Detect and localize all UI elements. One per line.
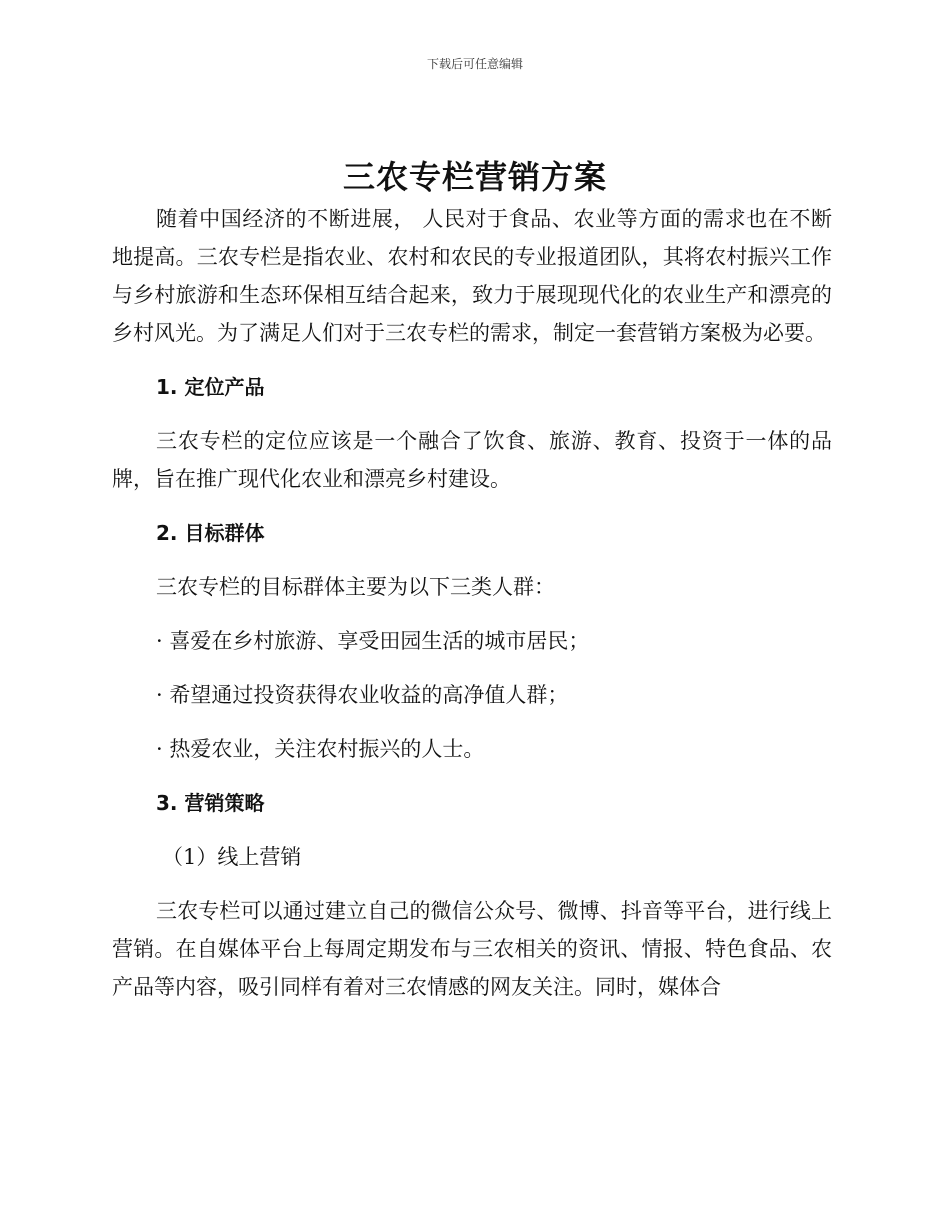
section-heading-target-groups: 2. 目标群体 (156, 521, 265, 545)
bullet-item: · 热爱农业，关注农村振兴的人士。 (156, 737, 485, 761)
section-paragraph-online-marketing: 三农专栏可以通过建立自己的微信公众号、微博、抖音等平台，进行线上营销。在自媒体平台上每周定期发布与三农相关的资讯、情报、特色食品、农产品等内容，吸引同样有着对三农情感的网友关注。同时，媒体合 (112, 899, 832, 999)
document-body (112, 200, 832, 1006)
bullet-item: · 希望通过投资获得农业收益的高净值人群； (156, 683, 569, 707)
section-paragraph-positioning: 三农专栏的定位应该是一个融合了饮食、旅游、教育、投资于一体的品牌，旨在推广现代化农业和漂亮乡村建设。 (112, 429, 832, 491)
header-note: 下载后可任意编辑 (426, 57, 523, 71)
intro-paragraph: 随着中国经济的不断进展， 人民对于食品、农业等方面的需求也在不断地提高。三农专栏是指农业、农村和农民的专业报道团队，其将农村振兴工作与乡村旅游和生态环保相互结合起来，致力于展现现代化的农业生产和漂亮的乡村风光。为了满足人们对于三农专栏的需求，制定一套营销方案极为必要。 (112, 207, 832, 345)
section-heading-positioning: 1. 定位产品 (156, 375, 265, 399)
document-title: 三农专栏营销方案 (342, 158, 607, 196)
section-paragraph-target-groups: 三农专栏的目标群体主要为以下三类人群： (156, 575, 555, 599)
subsection-heading-online: （1）线上营销 (162, 845, 302, 869)
bullet-item: · 喜爱在乡村旅游、享受田园生活的城市居民； (156, 629, 590, 653)
section-heading-marketing-strategy: 3. 营销策略 (156, 791, 265, 815)
